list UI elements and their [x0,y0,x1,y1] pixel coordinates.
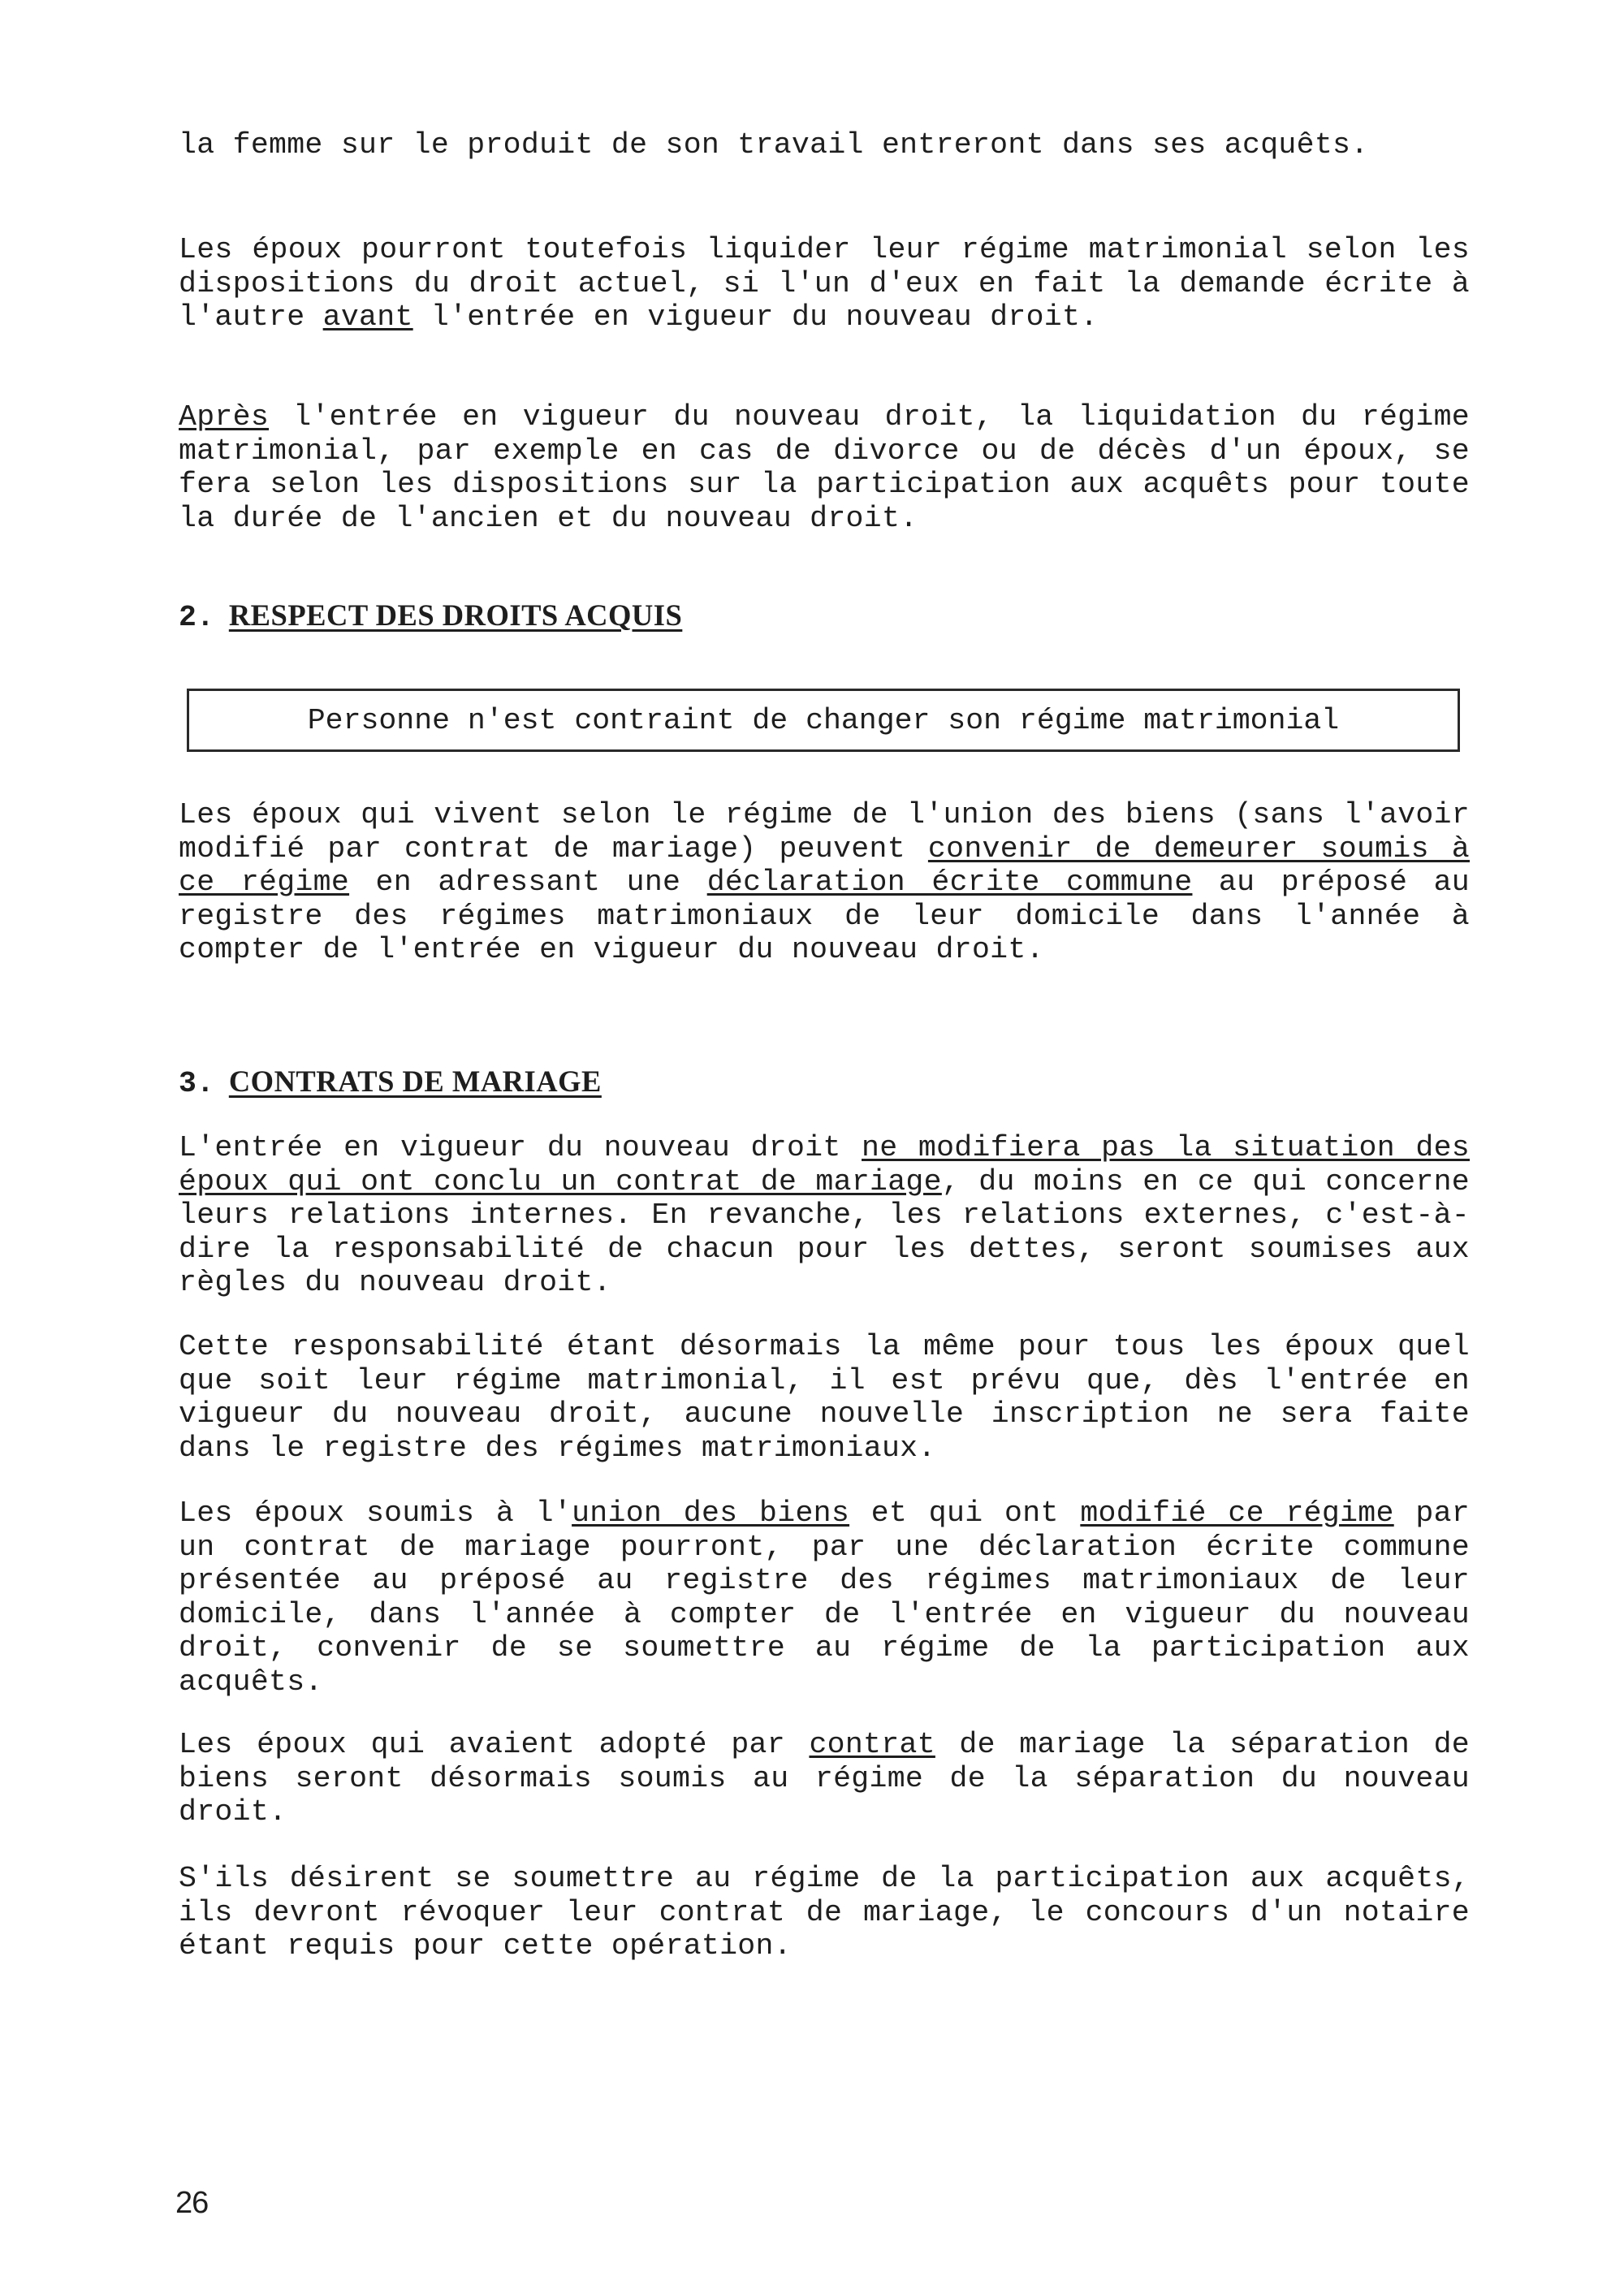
boxed-statement [187,689,1460,752]
paragraph-section3-2 [179,1330,1470,1465]
paragraph-intro-1 [179,128,1470,162]
paragraph-text: l'entrée en vigueur du nouveau droit. [412,300,1099,334]
underlined-text: union des biens [572,1496,850,1530]
paragraph-text: de mariage la séparation de biens seront désormais soumis au régime de la séparation du nouveau droit. [179,1728,1471,1829]
paragraph-section3-3 [179,1496,1470,1699]
paragraph-text: en adressant une [349,866,707,899]
paragraph-intro-3 [179,400,1470,535]
paragraph-text: Cette responsabilité étant désormais la même pour tous les époux quel que soit leur régime matrimonial, il est prévu que, dès l'entrée en vigueur du nouveau droit, aucune nouvelle inscription ne sera faite dans le registre des régimes matrimoniaux. [179,1330,1470,1465]
underlined-text: déclaration écrite commune [706,866,1193,899]
section-title: CONTRATS DE MARIAGE [228,1065,602,1098]
section-number: 2. [179,601,214,634]
underlined-text: Après [179,400,270,434]
paragraph-text: , du moins en ce qui concerne leurs relations internes. En revanche, les relations externes, c'est-à-dire la responsabilité de chacun pour les dettes, seront soumises aux règles du nouveau droit. [179,1164,1470,1299]
section-heading-2 [179,598,682,635]
paragraph-section2-1 [179,798,1470,967]
paragraph-text: Les époux qui vivent selon le régime de l'union des biens (sans l'avoir modifié par contrat de mariage) peuvent [179,798,1470,866]
section-heading-3 [179,1065,602,1101]
paragraph-section3-5 [179,1862,1470,1963]
underlined-text: convenir de demeurer soumis à ce régime [179,831,1470,899]
paragraph-text: l'entrée en vigueur du nouveau droit, la liquidation du régime matrimonial, par exemple en cas de divorce ou de décès d'un époux, se fera selon les dispositions sur la participation aux acquêts pour toute la durée de l'ancien et du nouveau droit. [179,400,1470,535]
page-number: 26 [175,2186,209,2220]
underlined-text: contrat [809,1728,935,1761]
paragraph-text: Les époux pourront toutefois liquider leur régime matrimonial selon les dispositions du droit actuel, si l'un d'eux en fait la demande écrite à l'autre [179,233,1470,334]
section-title: RESPECT DES DROITS ACQUIS [228,598,683,632]
paragraph-intro-2 [179,233,1470,335]
paragraph-text: Les époux qui avaient adopté par [179,1728,810,1761]
paragraph-text: et qui ont [849,1496,1081,1530]
underlined-text: ne modifiera pas la situation des époux qui ont conclu un contrat de mariage [179,1131,1470,1198]
paragraph-section3-4 [179,1728,1470,1829]
paragraph-text: S'ils désirent se soumettre au régime de la participation aux acquêts, ils devront révoquer leur contrat de mariage, le concours d'un notaire étant requis pour cette opération. [179,1862,1470,1963]
paragraph-text: la femme sur le produit de son travail entreront dans ses acquêts. [179,128,1369,162]
paragraph-section3-1 [179,1131,1470,1300]
paragraph-text: L'entrée en vigueur du nouveau droit [179,1131,862,1164]
underlined-text: avant [322,300,413,334]
paragraph-text: par un contrat de mariage pourront, par une déclaration écrite commune présentée au préposé au registre des régimes matrimoniaux de leur domicile, dans l'année à compter de l'entrée en vigueur du nouveau droit, convenir de se soumettre au régime de la participation aux acquêts. [179,1496,1470,1699]
section-number: 3. [179,1067,214,1100]
underlined-text: modifié ce régime [1080,1496,1394,1530]
paragraph-text: Les époux soumis à l' [179,1496,572,1530]
boxed-statement-text: Personne n'est contraint de changer son régime matrimonial [307,703,1340,737]
paragraph-text: au préposé au registre des régimes matrimoniaux de leur domicile dans l'année à compter de l'entrée en vigueur du nouveau droit. [179,866,1471,966]
